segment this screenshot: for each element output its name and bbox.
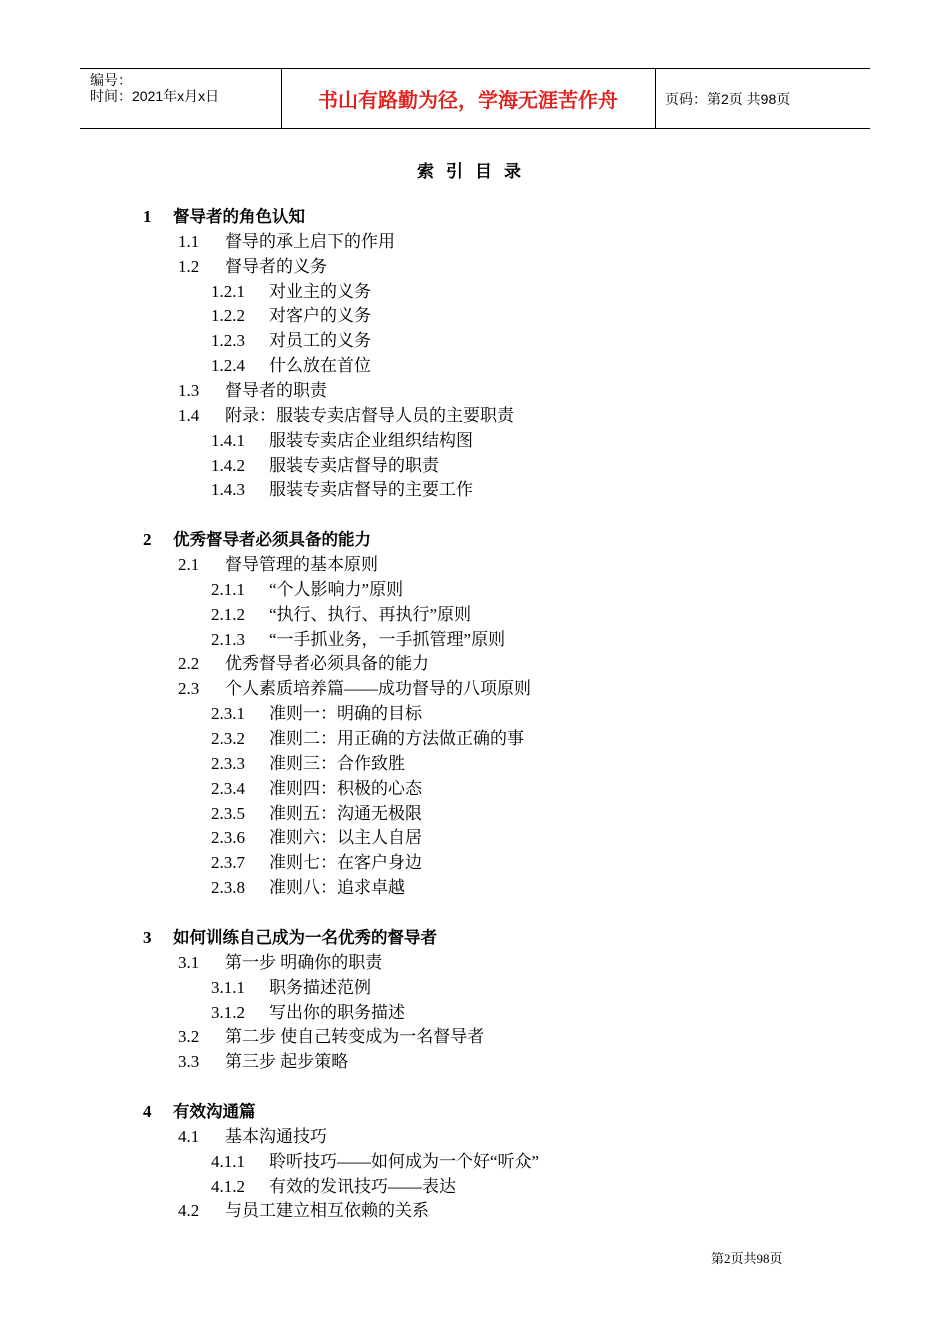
toc-entry-title: 对员工的义务 bbox=[269, 331, 371, 350]
toc-entry-number: 1.1 bbox=[178, 232, 200, 251]
toc-entry-title: 准则五：沟通无极限 bbox=[269, 804, 422, 823]
toc-entry-number: 4.1 bbox=[178, 1127, 200, 1146]
toc-entry-title: 第二步 使自己转变成为一名督导者 bbox=[225, 1027, 485, 1046]
toc-entry bbox=[211, 602, 471, 627]
toc-entry bbox=[211, 875, 405, 900]
toc-entry bbox=[211, 627, 505, 652]
toc-entry-title: 写出你的职务描述 bbox=[269, 1003, 405, 1022]
toc-entry bbox=[211, 1149, 539, 1174]
toc-entry-number: 2.3.6 bbox=[211, 828, 245, 847]
toc-entry-number: 4.1.2 bbox=[211, 1177, 245, 1196]
toc-entry bbox=[178, 378, 327, 403]
header-divider bbox=[655, 69, 656, 128]
toc-entry bbox=[178, 229, 395, 254]
toc-entry-number: 2.3.1 bbox=[211, 704, 245, 723]
toc-entry-title: 聆听技巧——如何成为一个好“听众” bbox=[269, 1152, 540, 1171]
toc-entry-title: 对业主的义务 bbox=[269, 282, 371, 301]
toc-entry-number: 2 bbox=[143, 530, 152, 549]
toc-entry bbox=[211, 801, 422, 826]
toc-entry-title: 督导者的职责 bbox=[225, 381, 327, 400]
toc-entry-title: 督导的承上启下的作用 bbox=[225, 232, 395, 251]
toc-entry bbox=[211, 477, 473, 502]
toc-entry-number: 2.3.4 bbox=[211, 779, 245, 798]
header-page-number: 页码：第2页 共98页 bbox=[665, 90, 791, 107]
toc-entry bbox=[211, 453, 439, 478]
toc-entry-number: 1.4.1 bbox=[211, 431, 245, 450]
toc-entry bbox=[178, 1049, 348, 1074]
toc-entry-title: 准则六：以主人自居 bbox=[269, 828, 422, 847]
toc-entry-title: 有效沟通篇 bbox=[173, 1102, 256, 1121]
toc-entry-number: 3.1 bbox=[178, 953, 200, 972]
page-header bbox=[80, 68, 870, 129]
toc-entry-title: 督导者的义务 bbox=[225, 257, 327, 276]
toc-entry bbox=[143, 527, 371, 552]
toc-entry bbox=[211, 577, 403, 602]
toc-entry bbox=[211, 701, 422, 726]
toc-entry-title: 附录：服装专卖店督导人员的主要职责 bbox=[225, 406, 514, 425]
toc-entry-title: 个人素质培养篇——成功督导的八项原则 bbox=[225, 679, 531, 698]
toc-entry bbox=[211, 1174, 456, 1199]
toc-entry bbox=[211, 751, 405, 776]
toc-entry bbox=[211, 428, 473, 453]
toc-entry bbox=[178, 950, 382, 975]
toc-entry-number: 2.1.2 bbox=[211, 605, 245, 624]
toc-entry-number: 1.2 bbox=[178, 257, 200, 276]
toc-entry-number: 2.1 bbox=[178, 555, 200, 574]
toc-entry-title: 督导者的角色认知 bbox=[173, 207, 305, 226]
document-number-label: 编号： bbox=[90, 72, 132, 88]
toc-entry-title: 与员工建立相互依赖的关系 bbox=[225, 1201, 429, 1220]
toc-entry-title: 什么放在首位 bbox=[269, 356, 371, 375]
toc-entry bbox=[178, 552, 378, 577]
toc-entry bbox=[178, 1024, 484, 1049]
toc-entry-title: 服装专卖店督导的职责 bbox=[269, 456, 439, 475]
toc-entry-number: 2.2 bbox=[178, 654, 200, 673]
toc-entry-number: 3.1.1 bbox=[211, 978, 245, 997]
toc-entry bbox=[211, 825, 422, 850]
toc-entry-title: “执行、执行、再执行”原则 bbox=[269, 605, 472, 624]
toc-entry-title: 优秀督导者必须具备的能力 bbox=[173, 530, 371, 549]
toc-entry bbox=[143, 204, 305, 229]
toc-entry-number: 2.1.3 bbox=[211, 630, 245, 649]
toc-entry-number: 2.3.7 bbox=[211, 853, 245, 872]
toc-entry-number: 2.3.3 bbox=[211, 754, 245, 773]
toc-entry bbox=[211, 776, 422, 801]
toc-entry-number: 4.1.1 bbox=[211, 1152, 245, 1171]
toc-entry-title: 有效的发讯技巧——表达 bbox=[269, 1177, 456, 1196]
toc-entry bbox=[178, 676, 531, 701]
toc-entry-number: 2.1.1 bbox=[211, 580, 245, 599]
toc-entry-number: 1.2.3 bbox=[211, 331, 245, 350]
toc-entry-title: 第三步 起步策略 bbox=[225, 1052, 349, 1071]
toc-entry-title: 准则二：用正确的方法做正确的事 bbox=[269, 729, 524, 748]
toc-entry-number: 1.4 bbox=[178, 406, 200, 425]
toc-entry-title: 服装专卖店企业组织结构图 bbox=[269, 431, 473, 450]
toc-entry-number: 1.2.2 bbox=[211, 306, 245, 325]
toc-entry bbox=[178, 254, 327, 279]
toc-entry-title: 第一步 明确你的职责 bbox=[225, 953, 383, 972]
toc-entry-number: 3.2 bbox=[178, 1027, 200, 1046]
toc-entry bbox=[143, 1099, 256, 1124]
toc-entry-title: “一手抓业务，一手抓管理”原则 bbox=[269, 630, 506, 649]
toc-entry-title: 准则三：合作致胜 bbox=[269, 754, 405, 773]
toc-entry bbox=[178, 1124, 327, 1149]
toc-entry-number: 1.2.4 bbox=[211, 356, 245, 375]
header-motto: 书山有路勤为径，学海无涯苦作舟 bbox=[318, 90, 618, 112]
toc-entry-number: 2.3.2 bbox=[211, 729, 245, 748]
header-meta bbox=[90, 69, 280, 128]
toc-entry bbox=[178, 1198, 429, 1223]
toc-entry-number: 1.3 bbox=[178, 381, 200, 400]
toc-entry-title: 准则一：明确的目标 bbox=[269, 704, 422, 723]
toc-entry bbox=[211, 975, 371, 1000]
toc-entry-number: 3 bbox=[143, 928, 152, 947]
toc-entry-title: 准则八：追求卓越 bbox=[269, 878, 405, 897]
toc-entry-number: 2.3.8 bbox=[211, 878, 245, 897]
toc-entry-title: 优秀督导者必须具备的能力 bbox=[225, 654, 429, 673]
toc-entry bbox=[178, 403, 514, 428]
toc-entry-title: 职务描述范例 bbox=[269, 978, 371, 997]
toc-entry-number: 4.2 bbox=[178, 1201, 200, 1220]
toc-entry-number: 2.3 bbox=[178, 679, 200, 698]
toc-entry bbox=[211, 279, 371, 304]
toc-entry-title: 对客户的义务 bbox=[269, 306, 371, 325]
toc-title: 索引目录 bbox=[417, 162, 533, 182]
toc-entry-title: “个人影响力”原则 bbox=[269, 580, 404, 599]
toc-entry bbox=[211, 303, 371, 328]
toc-entry bbox=[211, 726, 524, 751]
document-time-label: 时间：2021年x月x日 bbox=[90, 88, 220, 104]
toc-entry-number: 3.1.2 bbox=[211, 1003, 245, 1022]
toc-entry-number: 1 bbox=[143, 207, 152, 226]
toc-entry bbox=[211, 328, 371, 353]
toc-entry bbox=[211, 850, 422, 875]
toc-entry-number: 1.2.1 bbox=[211, 282, 245, 301]
toc-entry-number: 2.3.5 bbox=[211, 804, 245, 823]
toc-entry bbox=[178, 651, 429, 676]
toc-entry-number: 4 bbox=[143, 1102, 152, 1121]
toc-entry-number: 1.4.3 bbox=[211, 480, 245, 499]
toc-entry bbox=[211, 353, 371, 378]
toc-entry-title: 如何训练自己成为一名优秀的督导者 bbox=[173, 928, 437, 947]
toc-entry-title: 督导管理的基本原则 bbox=[225, 555, 378, 574]
toc-entry-title: 准则四：积极的心态 bbox=[269, 779, 422, 798]
toc-entry bbox=[211, 1000, 405, 1025]
toc-entry-title: 准则七：在客户身边 bbox=[269, 853, 422, 872]
toc-entry-number: 3.3 bbox=[178, 1052, 200, 1071]
toc-entry bbox=[143, 925, 437, 950]
page-footer: 第2页共98页 bbox=[711, 1251, 783, 1266]
toc-entry-title: 服装专卖店督导的主要工作 bbox=[269, 480, 473, 499]
toc-entry-title: 基本沟通技巧 bbox=[225, 1127, 327, 1146]
toc-entry-number: 1.4.2 bbox=[211, 456, 245, 475]
